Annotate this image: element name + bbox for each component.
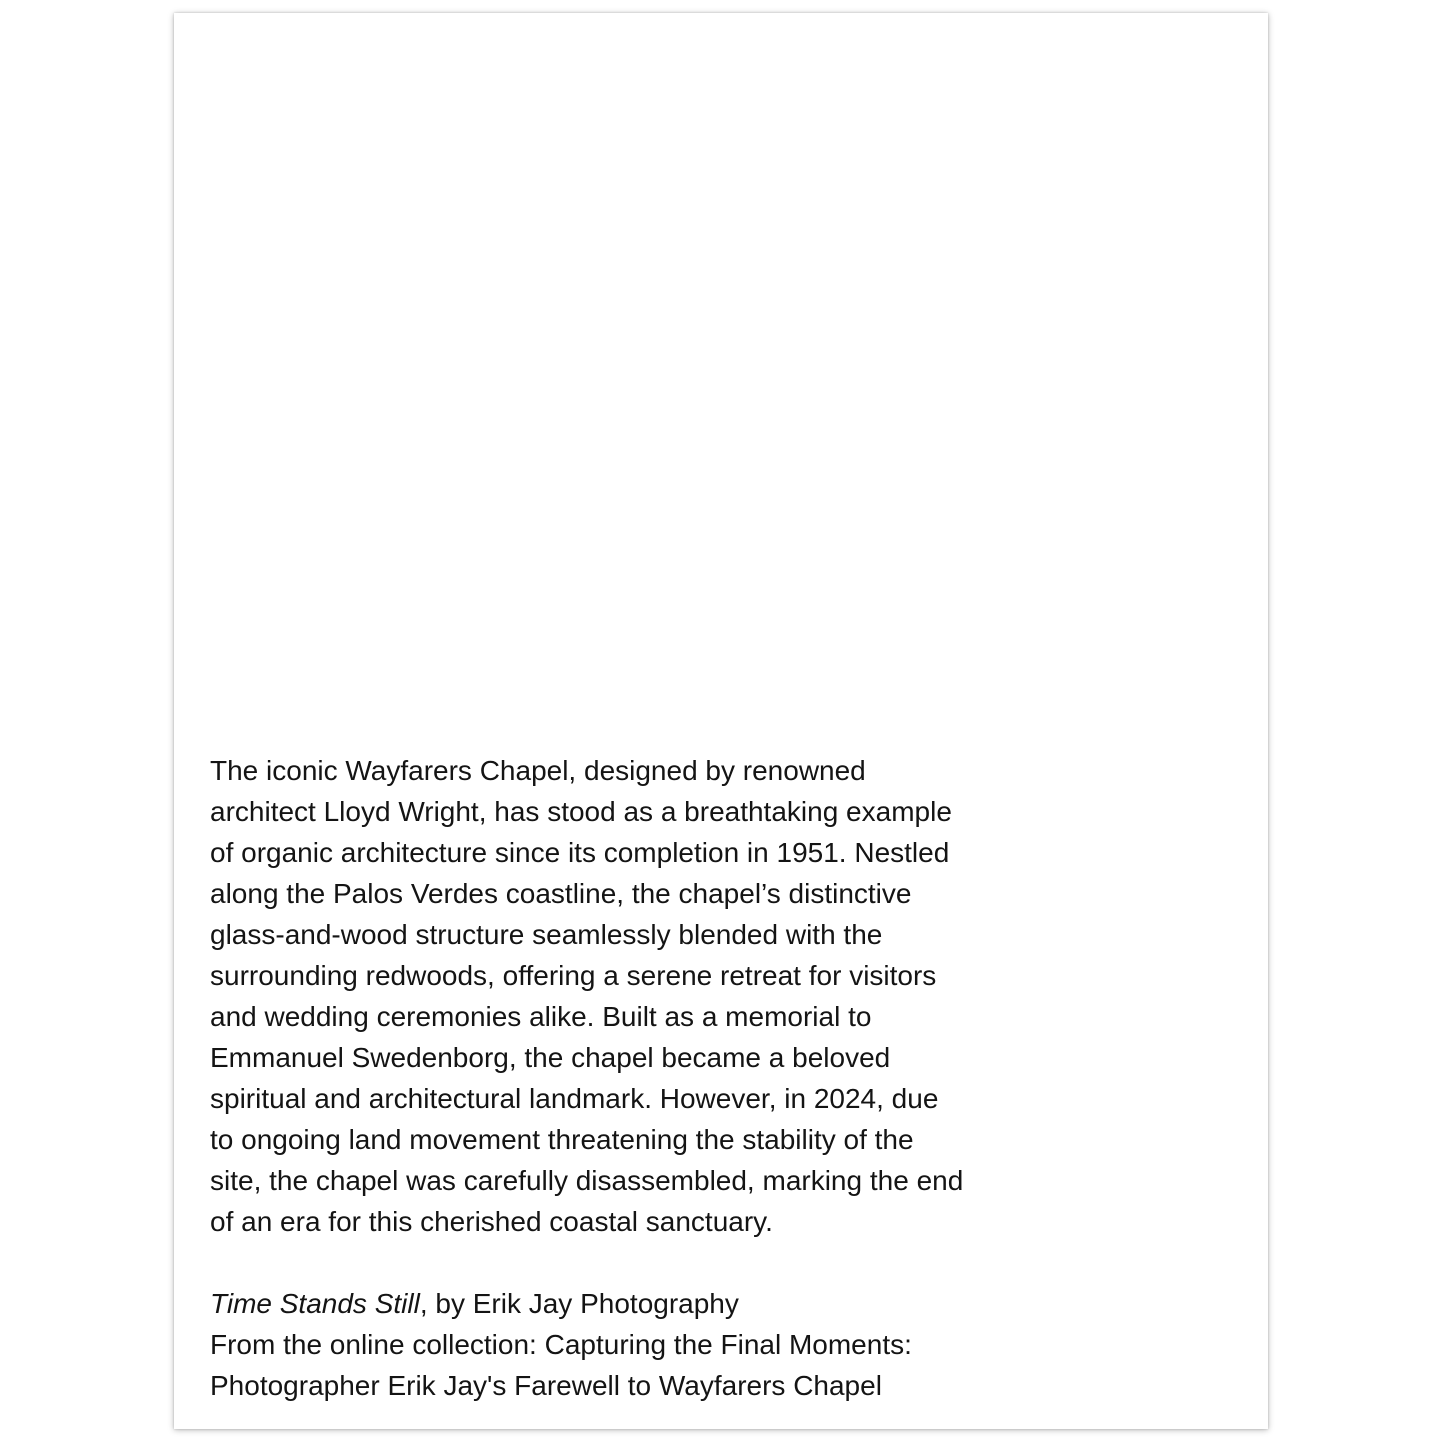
description-paragraph (210, 750, 1030, 1242)
description-line: spiritual and architectural landmark. However, in 2024, due (210, 1083, 939, 1114)
description-line: of an era for this cherished coastal sanctuary. (210, 1206, 773, 1237)
collection-line: Photographer Erik Jay's Farewell to Wayfarers Chapel (210, 1370, 882, 1401)
work-title: Time Stands Still (210, 1288, 420, 1319)
description-line: site, the chapel was carefully disassembled, marking the end (210, 1165, 964, 1196)
description-line: surrounding redwoods, offering a serene retreat for visitors (210, 960, 937, 991)
document-sheet (174, 13, 1268, 1429)
description-line: and wedding ceremonies alike. Built as a memorial to (210, 1001, 872, 1032)
description-line: of organic architecture since its completion in 1951. Nestled (210, 837, 950, 868)
description-line: to ongoing land movement threatening the stability of the (210, 1124, 914, 1155)
description-line: along the Palos Verdes coastline, the chapel’s distinctive (210, 878, 912, 909)
photo-credit (210, 1283, 1030, 1406)
description-line: Emmanuel Swedenborg, the chapel became a beloved (210, 1042, 891, 1073)
description-line: architect Lloyd Wright, has stood as a breathtaking example (210, 796, 952, 827)
byline: , by Erik Jay Photography (419, 1288, 739, 1319)
collection-line: From the online collection: Capturing the Final Moments: (210, 1329, 912, 1360)
credit-title-line (210, 1283, 1030, 1324)
description-line: The iconic Wayfarers Chapel, designed by renowned (210, 755, 866, 786)
description-line: glass-and-wood structure seamlessly blended with the (210, 919, 883, 950)
